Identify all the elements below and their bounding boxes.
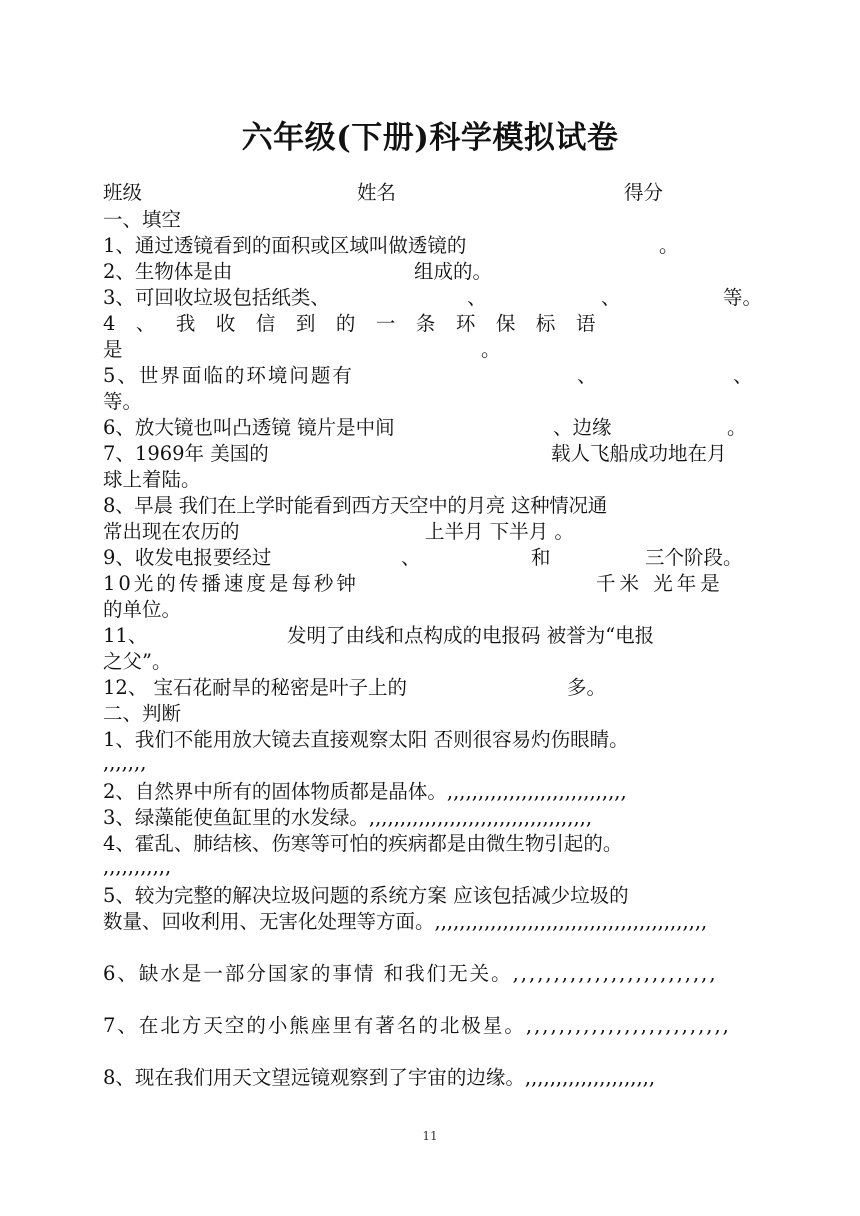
score-label: 得分 [624,181,664,204]
question-line [103,467,758,493]
question-line [103,545,758,571]
question-line [103,597,758,623]
blank-separator: 、 [401,546,421,569]
page-number: 11 [422,1129,438,1143]
question-text-mid: 、边缘 [553,416,612,439]
question-text-end: 三个阶段。 [645,546,743,569]
blank-separator: 、 [601,286,621,309]
question-text: 11、 [103,624,148,647]
question-text-end: 组成的。 [414,260,493,283]
blank-separator: 、 [733,364,753,387]
question-text: 2、生物体是由 [103,260,233,283]
question-text: 的单位。 [103,598,182,621]
question-text: 3、可回收垃圾包括纸类、 [103,286,330,309]
statement-line: 3、绿藻能使鱼缸里的水发绿。,,,,,,,,,,,,,,,,,,,,,,,,,,,,,,,,,,,, [103,806,593,829]
question-line [103,337,758,363]
statement-line: 2、自然界中所有的固体物质都是晶体。,,,,,,,,,,,,,,,,,,,,,,,,,,,,, [103,780,627,803]
statement-line: 1、我们不能用放大镜去直接观察太阳 否则很容易灼伤眼睛。 [103,728,629,751]
question-text: 10光的传播速度是每秒钟 [103,572,359,595]
question-text: 常出现在农历的 [103,520,240,543]
section-heading-true-false: 二、判断 [103,702,182,725]
statement-line: 8、现在我们用天文望远镜观察到了宇宙的边缘。,,,,,,,,,,,,,,,,,,,,, [103,1066,656,1089]
question-text-end: 千米 光年是 [596,572,724,595]
statement-line: 4、霍乱、肺结核、伤寒等可怕的疾病都是由微生物引起的。 [103,832,623,855]
statement-line: 5、较为完整的解决垃圾问题的系统方案 应该包括减少垃圾的 [103,884,629,907]
blank-separator: 、 [467,286,487,309]
question-text-end: 发明了由线和点构成的电报码 被誉为“电报 [287,624,655,647]
question-line [103,441,758,467]
section-heading-fill-in: 一、填空 [103,208,182,231]
question-text: 是 [103,338,123,361]
question-line [103,571,758,597]
question-line [103,363,758,389]
question-line [103,311,758,337]
statement-line: 6、缺水是一部分国家的事情 和我们无关。,,,,,,,,,,,,,,,,,,,,,,,,, [103,962,718,985]
statement-line: 7、在北方天空的小熊座里有著名的北极星。,,,,,,,,,,,,,,,,,,,,,,,,, [103,1014,731,1037]
question-line [103,389,758,415]
question-line [103,675,758,701]
question-text-end: 载人飞船成功地在月 [551,442,727,465]
question-text-end: 上半月 下半月 。 [425,520,574,543]
answer-marks: ,,,,,,,,,,, [103,855,172,878]
question-text-end: 。 [659,234,679,257]
blank-conjunction: 和 [531,546,551,569]
question-line [103,649,758,675]
name-label: 姓名 [357,181,397,204]
question-line [103,493,758,519]
question-line [103,285,763,311]
question-text: 6、放大镜也叫凸透镜 镜片是中间 [103,416,395,439]
question-text: 等。 [103,390,143,413]
question-text: 9、收发电报要经过 [103,546,272,569]
statement-line: 数量、回收利用、无害化处理等方面。,,,,,,,,,,,,,,,,,,,,,,,,,,,,,,,,,,,,,,,,,,,, [103,910,708,933]
question-text-end: 。 [481,338,501,361]
question-text: 7、1969年 美国的 [103,442,269,465]
question-line [103,233,758,259]
question-line [103,415,758,441]
question-line [103,623,758,649]
question-text: 球上着陆。 [103,468,201,491]
question-text: 之父”。 [103,650,172,673]
answer-marks: ,,,,,,, [103,751,147,774]
question-text: 8、早晨 我们在上学时能看到西方天空中的月亮 这种情况通 [103,494,607,517]
question-text-end: 等。 [723,286,763,309]
header-fields [103,180,758,206]
question-text: 1、通过透镜看到的面积或区域叫做透镜的 [103,234,467,257]
exam-title: 六年级(下册)科学模拟试卷 [241,120,619,156]
question-line [103,519,758,545]
question-text: 12、 宝石花耐旱的秘密是叶子上的 [103,676,408,699]
question-text-end: 。 [727,416,747,439]
question-text: 5、世界面临的环境问题有 [103,364,354,387]
question-line [103,259,758,285]
class-label: 班级 [103,181,143,204]
blank-separator: 、 [577,364,597,387]
question-text-end: 多。 [567,676,607,699]
question-text: 4、我收信到的一条环保标语 [103,312,616,335]
